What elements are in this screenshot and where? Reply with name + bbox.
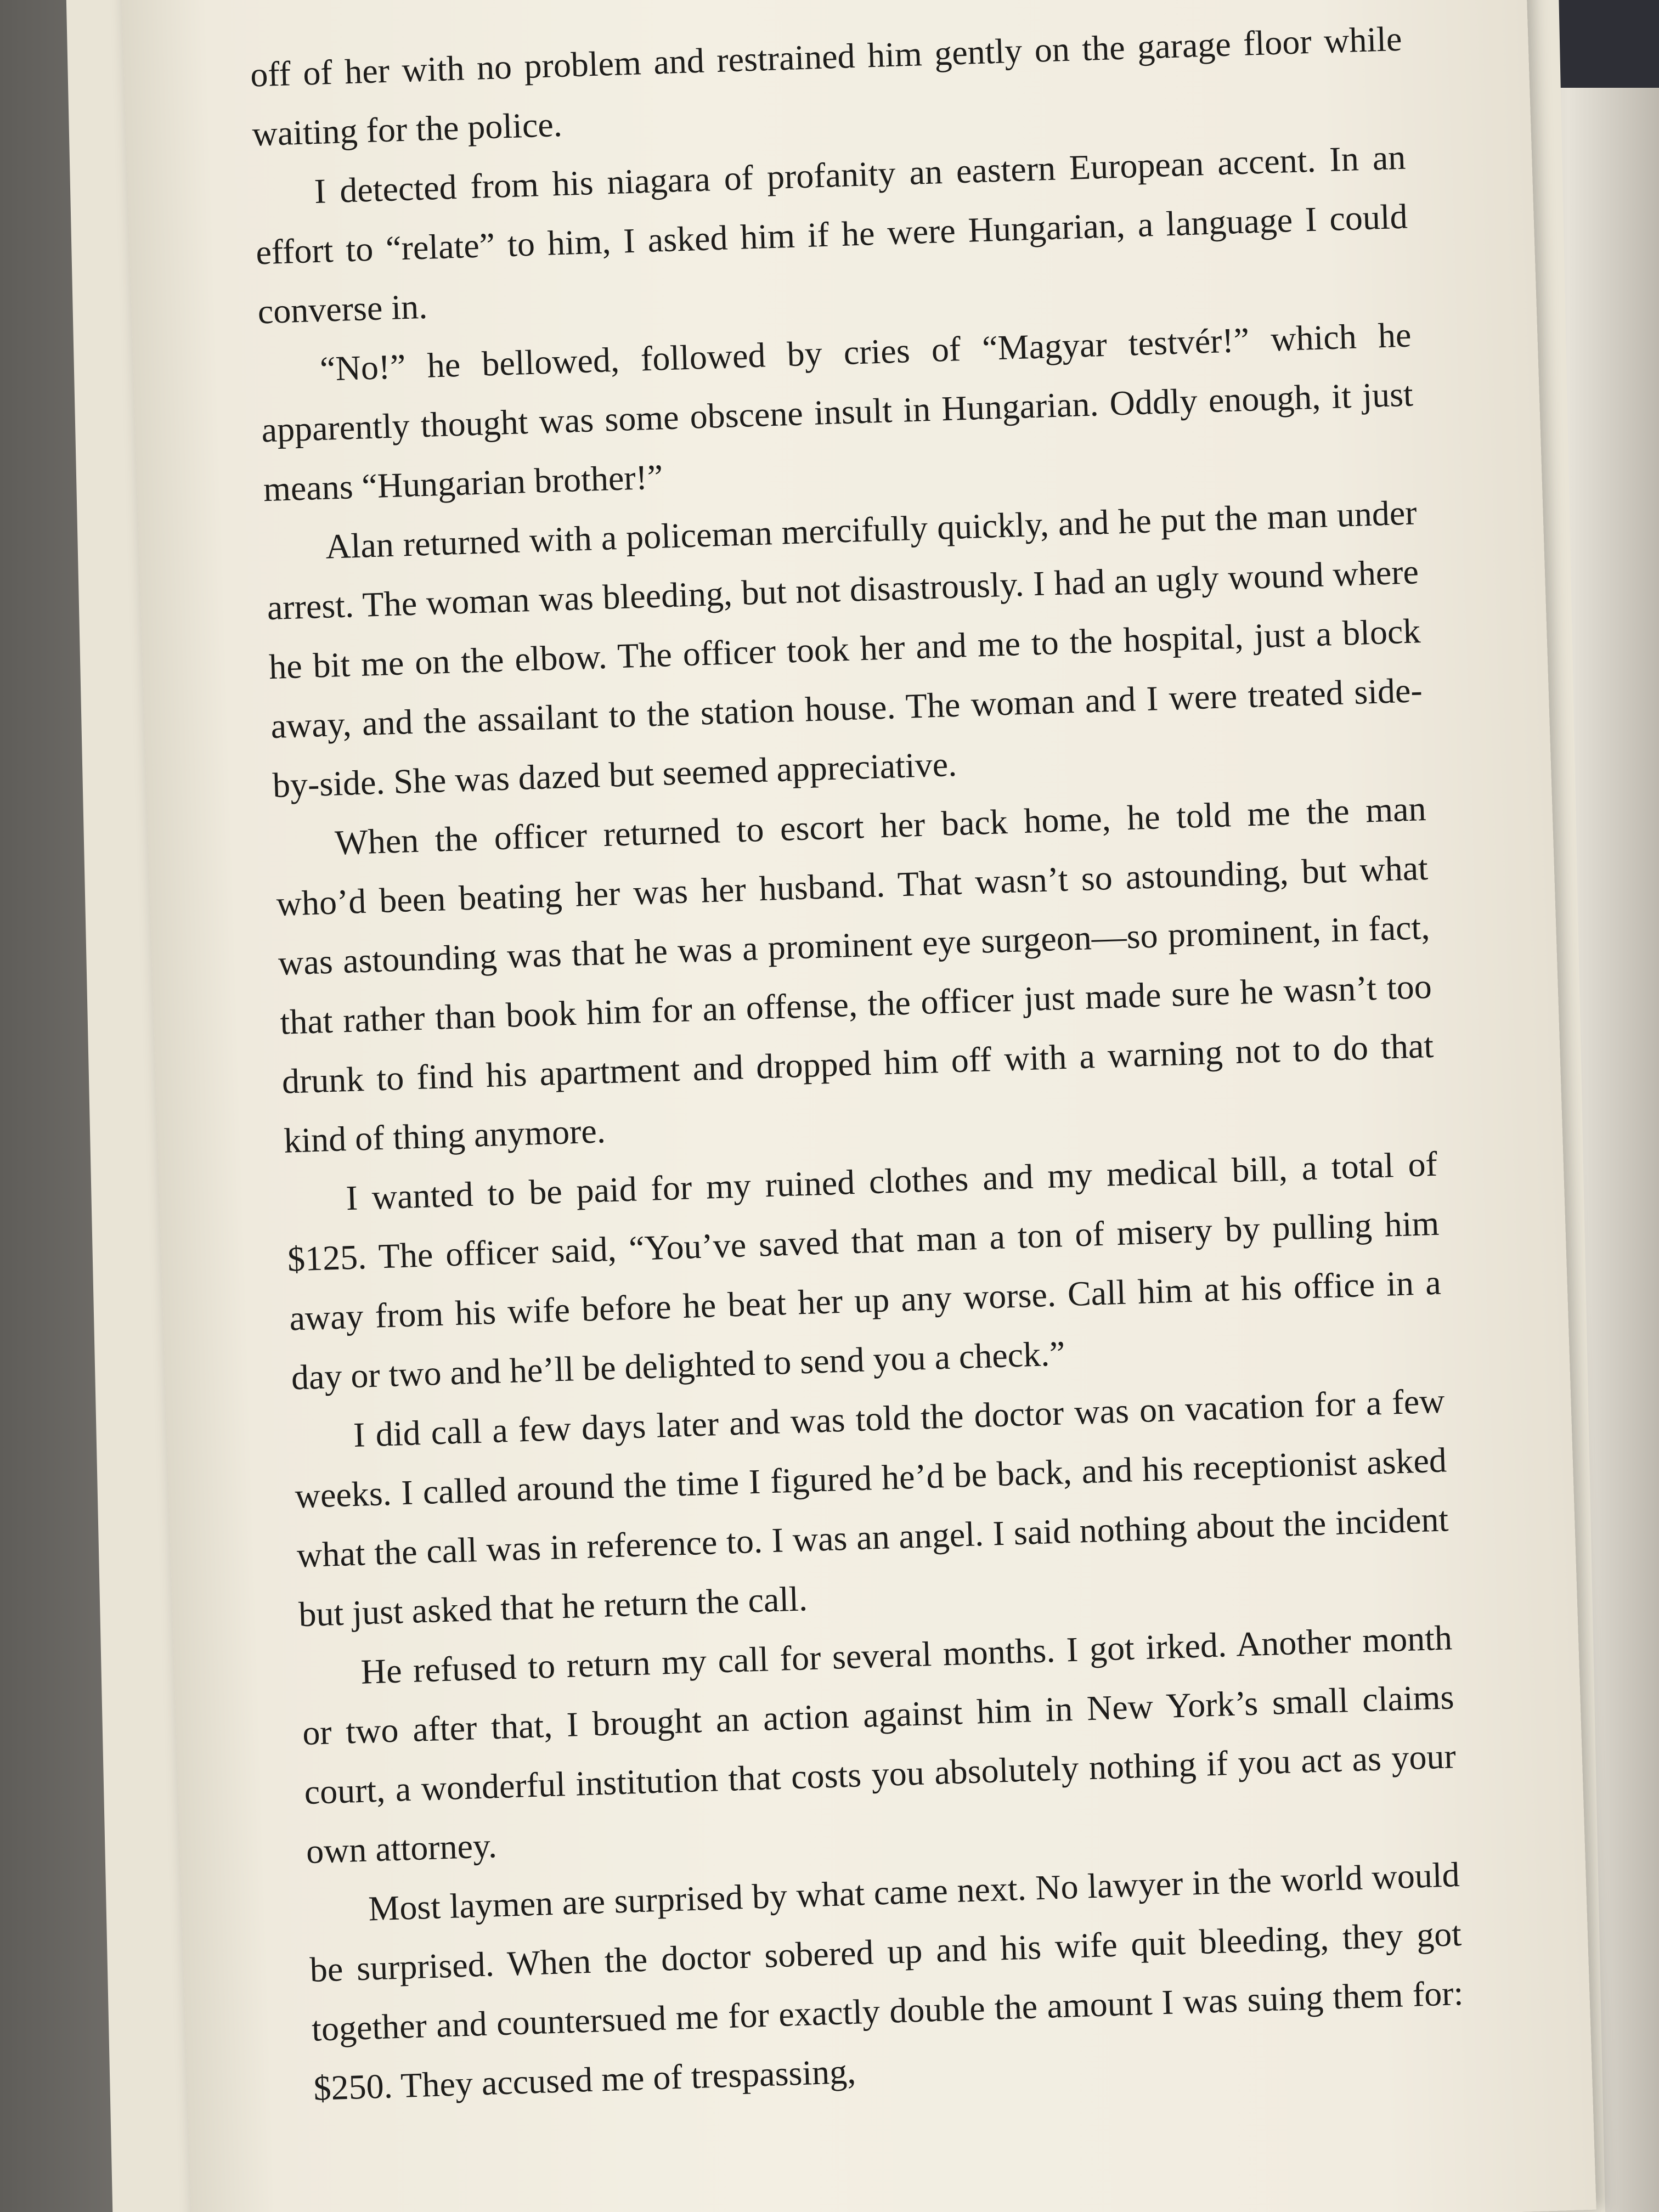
paragraph: I did call a few days later and was told the doctor was on vacation for a few weeks. I called around the time I figured he’d be back, and his receptionist asked what the call was in reference to. I was an angel. I said nothing about the incident but just asked that he return the call. <box>294 1381 1449 1634</box>
paragraph: Alan returned with a policeman mercifully quickly, and he put the man under arrest. The woman was bleeding, but not disastrously. I had an ugly wound where he bit me on the elbow. The officer took her and me to the hospital, just a block away, and the assailant to the station house. The woman and I were treated side-by-side. She was dazed but seemed appreciative. <box>266 493 1423 805</box>
paragraph: off of her with no problem and restrained him gently on the garage floor while waiting for the police. <box>250 19 1403 154</box>
paragraph: When the officer returned to escort her back home, he told me the man who’d been beating her was her husband. That wasn’t so astounding, but what was astounding was that he was a prominent eye surgeon—so prominent, in fact, that rather than book him for an offense, the officer just made sure he wasn’t too drunk to find his apartment and dropped him off with a warning not to do that kind of thing anymore. <box>275 789 1435 1160</box>
paragraph: I detected from his niagara of profanity an eastern European accent. In an effort to “relate” to him, I asked him if he were Hungarian, a language I could converse in. <box>255 137 1408 331</box>
book-page <box>121 0 1596 2212</box>
paragraph: Most laymen are surprised by what came next. No lawyer in the world would be surprised. When the doctor sobered up and his wife quit bleeding, they got together and countersued me for exactly double the amount I was suing them for: $250. They accused me of trespassing, <box>309 1855 1464 2108</box>
paragraph: I wanted to be paid for my ruined clothes and my medical bill, a total of $125. The officer said, “You’ve saved that man a ton of misery by pulling him away from his wife before he beat her up any worse. Call him at his office in a day or two and he’ll be delighted to send you a check.” <box>287 1144 1442 1397</box>
paragraph: “No!” he bellowed, followed by cries of “Magyar testvér!” which he apparently thought was some obscene insult in Hungarian. Oddly enough, it just means “Hungarian brother!” <box>261 315 1414 509</box>
body-text <box>250 9 1466 2118</box>
paragraph: He refused to return my call for several months. I got irked. Another month or two after that, I brought an action against him in New York’s small claims court, a wonderful institution that costs you absolutely nothing if you act as your own attorney. <box>302 1618 1457 1871</box>
